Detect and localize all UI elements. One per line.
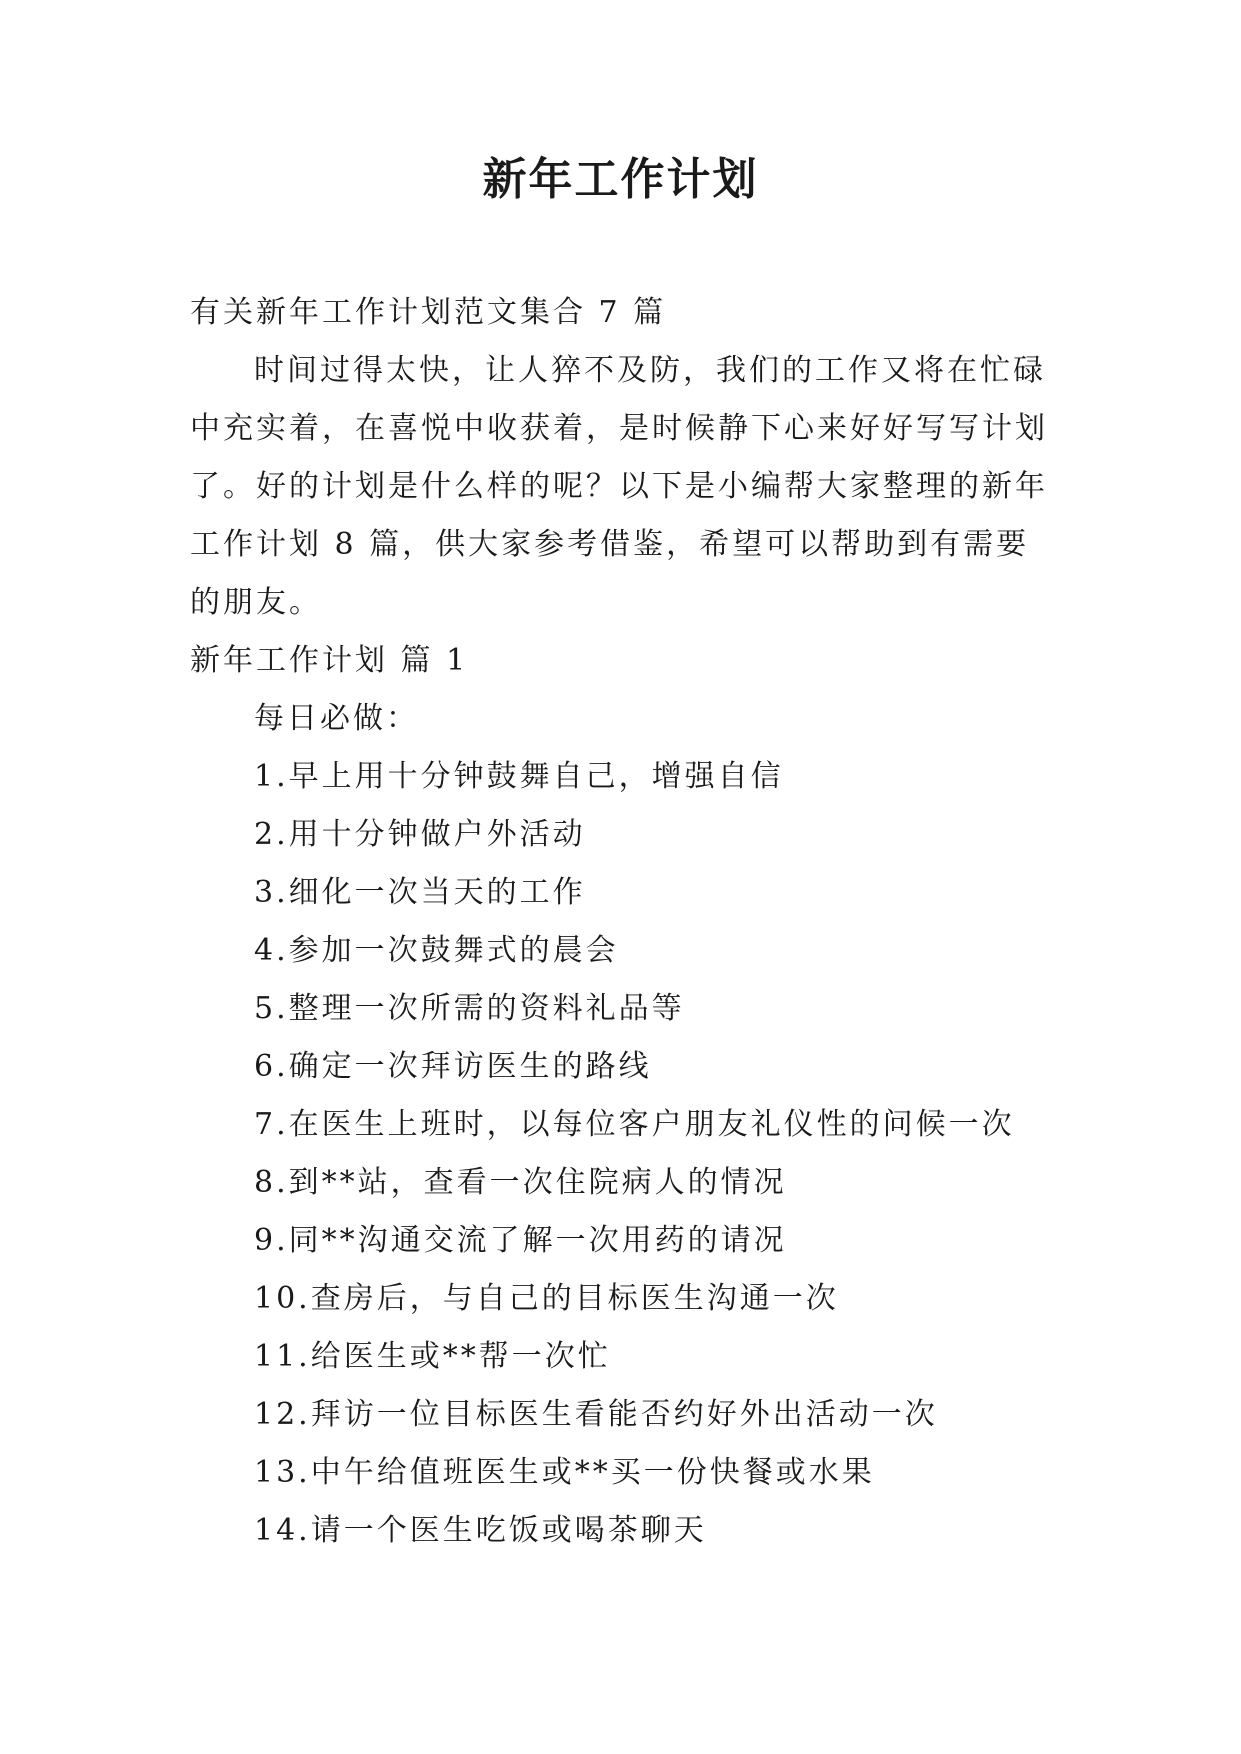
list-item: 8.到**站，查看一次住院病人的情况 — [254, 1165, 787, 1200]
list-item: 12.拜访一位目标医生看能否约好外出活动一次 — [254, 1397, 938, 1432]
document-subtitle: 有关新年工作计划范文集合 7 篇 — [190, 295, 667, 330]
list-item: 3.细化一次当天的工作 — [254, 875, 586, 910]
daily-task-list — [190, 748, 1060, 1560]
document-body — [190, 284, 1060, 1560]
list-item: 1.早上用十分钟鼓舞自己，增强自信 — [254, 759, 784, 794]
list-item: 13.中午给值班医生或**买一份快餐或水果 — [254, 1455, 875, 1490]
list-item: 6.确定一次拜访医生的路线 — [254, 1049, 652, 1084]
list-intro: 每日必做： — [254, 701, 419, 736]
section-heading: 新年工作计划 篇 1 — [190, 643, 469, 678]
document-title: 新年工作计划 — [482, 154, 759, 205]
list-item: 11.给医生或**帮一次忙 — [254, 1339, 611, 1374]
list-item: 5.整理一次所需的资料礼品等 — [254, 991, 685, 1026]
list-item: 9.同**沟通交流了解一次用药的请况 — [254, 1223, 787, 1258]
list-item: 7.在医生上班时，以每位客户朋友礼仪性的问候一次 — [254, 1107, 1015, 1142]
intro-paragraph: 时间过得太快，让人猝不及防，我们的工作又将在忙碌中充实着，在喜悦中收获着，是时候静下心来好好写写计划了。好的计划是什么样的呢？以下是小编帮大家整理的新年工作计划 8 篇，供大家参考借鉴，希望可以帮助到有需要的朋友。 — [190, 353, 1048, 620]
list-item: 2.用十分钟做户外活动 — [254, 817, 586, 852]
list-item: 10.查房后，与自己的目标医生沟通一次 — [254, 1281, 839, 1316]
list-item: 4.参加一次鼓舞式的晨会 — [254, 933, 619, 968]
list-item: 14.请一个医生吃饭或喝茶聊天 — [254, 1513, 707, 1548]
